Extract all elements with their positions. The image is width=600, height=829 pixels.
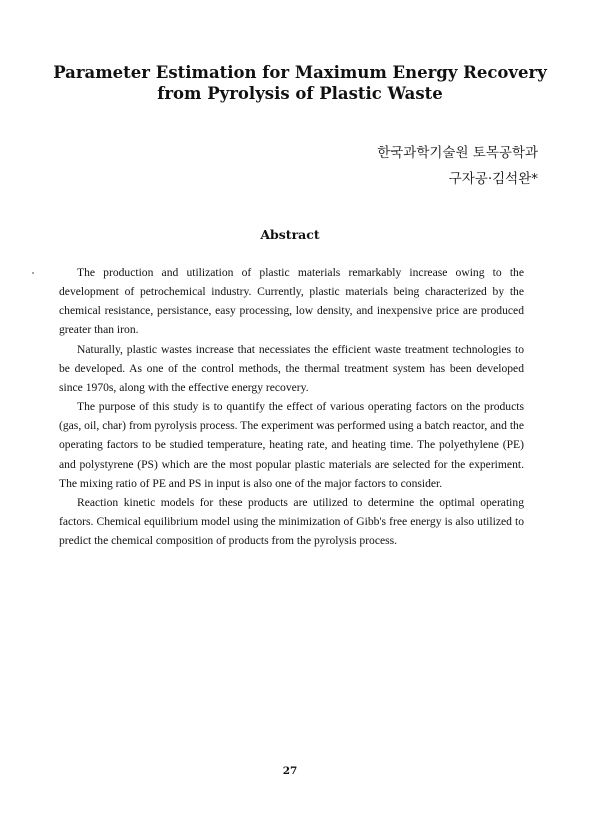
abstract-paragraph-3: The purpose of this study is to quantify the effect of various operating factors on the products (gas, oil, char) from pyrolysis process. The experiment was performed using a batch reactor, and the operating factors to be studied temperature, heating rate, and heating time. The polyethylene (PE) and polystyrene (PS) which are the most popular plastic materials are selected for the experiment. The mixing ratio of PE and PS in input is also one of the major factors to consider.	[59, 400, 524, 490]
author-block	[377, 140, 538, 192]
scan-speck	[32, 272, 34, 274]
title-line-1: Parameter Estimation for Maximum Energy Recovery	[53, 63, 547, 82]
title-line-2: from Pyrolysis of Plastic Waste	[157, 84, 443, 103]
abstract-heading: Abstract	[260, 227, 320, 242]
abstract-paragraph-1: The production and utilization of plastic materials remarkably increase owing to the development of petrochemical industry. Currently, plastic materials being characterized by the chemical resistance, persistance, easy processing, low density, and inexpensive price are produced greater than iron.	[59, 266, 524, 337]
paper-title	[40, 62, 560, 104]
authors: 구자공·김석완*	[448, 171, 538, 187]
abstract-paragraph-2: Naturally, plastic wastes increase that necessiates the efficient waste treatment technologies to be developed. As one of the control methods, the thermal treatment system has been developed since 1970s, along with the effective energy recovery.	[59, 342, 524, 394]
affiliation: 한국과학기술원 토목공학과	[377, 145, 538, 161]
abstract-paragraph-4: Reaction kinetic models for these products are utilized to determine the optimal operating factors. Chemical equilibrium model using the minimization of Gibb's free energy is also utilized to predict the chemical composition of products from the pyrolysis process.	[59, 495, 524, 548]
abstract-body	[59, 263, 524, 550]
page-number: 27	[282, 765, 298, 777]
